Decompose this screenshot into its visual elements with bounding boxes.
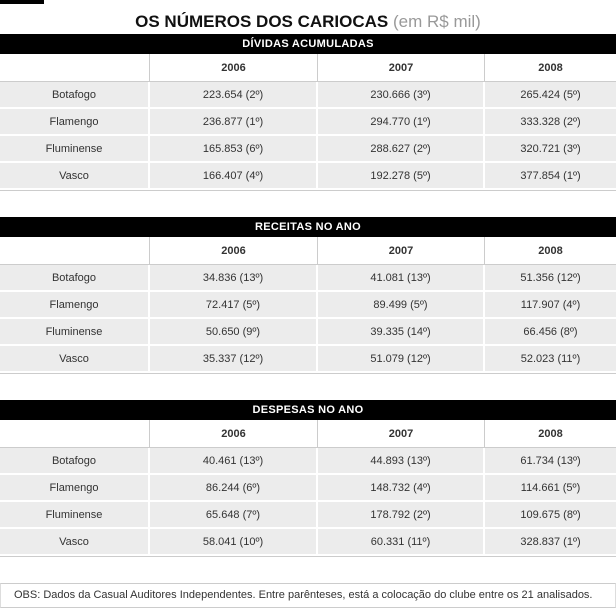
year-column-header: 2006 (150, 237, 318, 265)
value-cell: 51.356 (12º) (485, 265, 616, 292)
club-name-cell: Botafogo (0, 448, 150, 475)
value-cell: 294.770 (1º) (318, 109, 485, 136)
year-column-header: 2006 (150, 54, 318, 82)
year-column-header: 2006 (150, 420, 318, 448)
table-receitas (0, 237, 616, 374)
value-cell: 39.335 (14º) (318, 319, 485, 346)
year-column-header: 2008 (485, 54, 616, 82)
value-cell: 148.732 (4º) (318, 475, 485, 502)
club-name-cell: Vasco (0, 346, 150, 373)
year-column-header: 2007 (318, 237, 485, 265)
table-row (0, 136, 616, 163)
value-cell: 41.081 (13º) (318, 265, 485, 292)
value-cell: 89.499 (5º) (318, 292, 485, 319)
value-cell: 50.650 (9º) (150, 319, 318, 346)
value-cell: 114.661 (5º) (485, 475, 616, 502)
year-column-header: 2008 (485, 237, 616, 265)
club-name-cell: Botafogo (0, 82, 150, 109)
club-name-cell: Flamengo (0, 109, 150, 136)
page-title (0, 0, 616, 34)
year-header-row (0, 420, 616, 448)
value-cell: 109.675 (8º) (485, 502, 616, 529)
value-cell: 60.331 (11º) (318, 529, 485, 556)
value-cell: 223.654 (2º) (150, 82, 318, 109)
value-cell: 34.836 (13º) (150, 265, 318, 292)
value-cell: 86.244 (6º) (150, 475, 318, 502)
section-despesas-no-ano (0, 400, 616, 557)
table-row (0, 502, 616, 529)
top-left-mark (0, 0, 44, 4)
footnote: OBS: Dados da Casual Auditores Independentes. Entre parênteses, está a colocação do clube entre os 21 analisados. (0, 583, 616, 608)
year-header-row (0, 54, 616, 82)
section-header-despesas: DESPESAS NO ANO (0, 400, 616, 420)
section-header-dividas: DÍVIDAS ACUMULADAS (0, 34, 616, 54)
club-name-cell: Flamengo (0, 475, 150, 502)
club-name-cell: Vasco (0, 529, 150, 556)
year-column-header: 2008 (485, 420, 616, 448)
value-cell: 58.041 (10º) (150, 529, 318, 556)
value-cell: 236.877 (1º) (150, 109, 318, 136)
table-row (0, 292, 616, 319)
table-row (0, 475, 616, 502)
value-cell: 51.079 (12º) (318, 346, 485, 373)
club-name-cell: Botafogo (0, 265, 150, 292)
table-row (0, 346, 616, 373)
value-cell: 178.792 (2º) (318, 502, 485, 529)
section-receitas-no-ano (0, 217, 616, 374)
table-row (0, 163, 616, 190)
value-cell: 117.907 (4º) (485, 292, 616, 319)
value-cell: 65.648 (7º) (150, 502, 318, 529)
section-dividas-acumuladas (0, 34, 616, 191)
value-cell: 192.278 (5º) (318, 163, 485, 190)
value-cell: 52.023 (11º) (485, 346, 616, 373)
value-cell: 328.837 (1º) (485, 529, 616, 556)
table-row (0, 109, 616, 136)
year-header-row (0, 237, 616, 265)
club-name-cell: Vasco (0, 163, 150, 190)
club-name-cell: Fluminense (0, 502, 150, 529)
club-name-cell: Flamengo (0, 292, 150, 319)
club-name-cell: Fluminense (0, 319, 150, 346)
value-cell: 230.666 (3º) (318, 82, 485, 109)
year-column-header: 2007 (318, 54, 485, 82)
value-cell: 333.328 (2º) (485, 109, 616, 136)
table-row (0, 82, 616, 109)
value-cell: 66.456 (8º) (485, 319, 616, 346)
table-despesas (0, 420, 616, 557)
table-row (0, 319, 616, 346)
value-cell: 165.853 (6º) (150, 136, 318, 163)
table-dividas (0, 54, 616, 191)
page-title-main: OS NÚMEROS DOS CARIOCAS (135, 12, 389, 31)
value-cell: 35.337 (12º) (150, 346, 318, 373)
page-title-suffix: (em R$ mil) (388, 12, 481, 31)
value-cell: 72.417 (5º) (150, 292, 318, 319)
value-cell: 166.407 (4º) (150, 163, 318, 190)
value-cell: 288.627 (2º) (318, 136, 485, 163)
year-column-header: 2007 (318, 420, 485, 448)
value-cell: 320.721 (3º) (485, 136, 616, 163)
value-cell: 377.854 (1º) (485, 163, 616, 190)
empty-corner-cell (0, 54, 150, 82)
value-cell: 61.734 (13º) (485, 448, 616, 475)
empty-corner-cell (0, 420, 150, 448)
club-name-cell: Fluminense (0, 136, 150, 163)
value-cell: 265.424 (5º) (485, 82, 616, 109)
empty-corner-cell (0, 237, 150, 265)
value-cell: 40.461 (13º) (150, 448, 318, 475)
value-cell: 44.893 (13º) (318, 448, 485, 475)
table-row (0, 448, 616, 475)
section-header-receitas: RECEITAS NO ANO (0, 217, 616, 237)
table-row (0, 265, 616, 292)
table-row (0, 529, 616, 556)
